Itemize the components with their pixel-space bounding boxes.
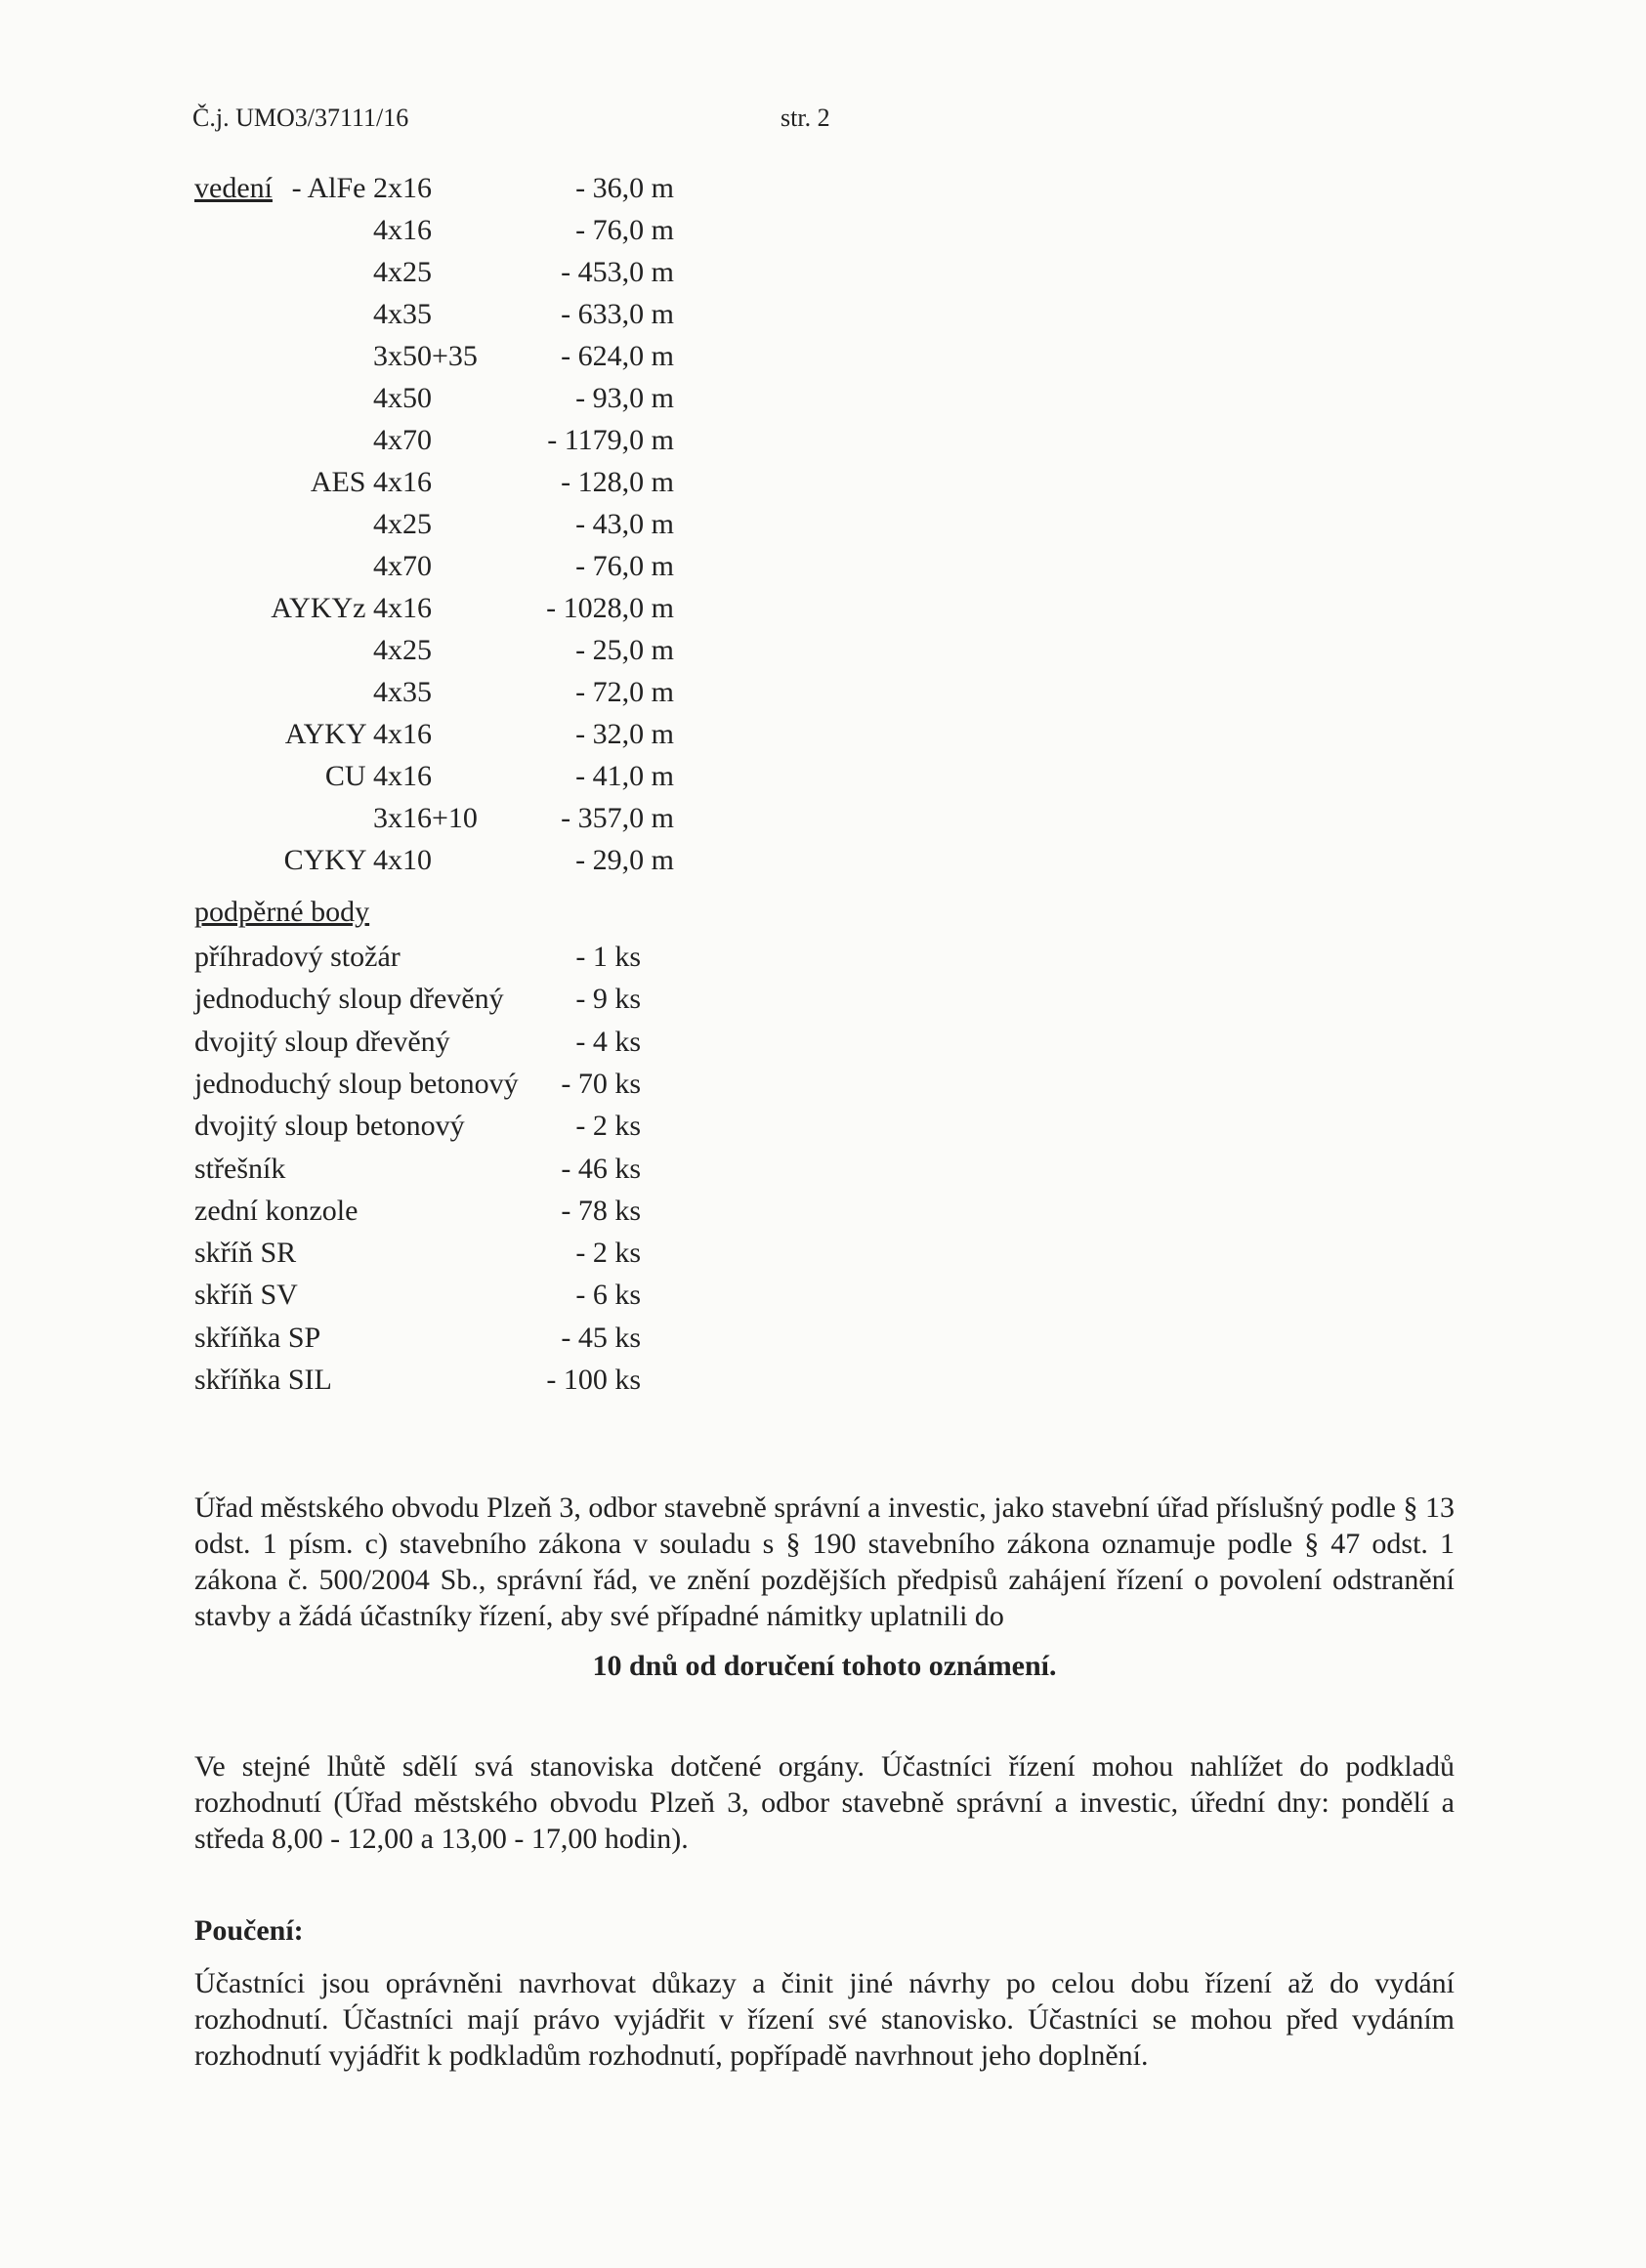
podperne-label: podpěrné body (194, 896, 370, 928)
support-quantity: - 2 ks (575, 1237, 641, 1270)
support-name: jednoduchý sloup dřevěný (194, 983, 504, 1016)
cable-length: - 41,0 m (575, 760, 674, 792)
cable-type: 4x50 (373, 382, 432, 414)
support-quantity: - 9 ks (575, 983, 641, 1016)
instruction-paragraph: Účastníci jsou oprávněni navrhovat důkazy a činit jiné návrhy po celou dobu řízení až do vydání rozhodnutí. Účastníci mají právo vyjádřit v řízení své stanovisko. Účastníci se mohou před vydáním rozhodnutí vyjádřit k podkladům rozhodnutí, popřípadě navrhnout jeho doplnění. (194, 1967, 1455, 2072)
reference-number: Č.j. UMO3/37111/16 (192, 104, 409, 132)
support-name: příhradový stožár (194, 941, 401, 973)
cable-length: - 1028,0 m (546, 592, 674, 624)
cable-type: CU 4x16 (324, 760, 432, 792)
cable-length: - 43,0 m (575, 508, 674, 540)
cable-type: 4x25 (373, 634, 432, 666)
cable-type: 4x35 (373, 676, 432, 708)
cable-type: 4x16 (373, 214, 432, 246)
cable-type: 4x25 (373, 256, 432, 288)
cable-length: - 453,0 m (561, 256, 674, 288)
cable-type: 4x25 (373, 508, 432, 540)
cable-length: - 633,0 m (561, 298, 674, 330)
support-name: skříň SR (194, 1237, 297, 1270)
cable-type: - AlFe 2x16 (291, 172, 432, 204)
support-name: střešník (194, 1152, 286, 1185)
support-quantity: - 78 ks (561, 1194, 641, 1227)
cable-length: - 76,0 m (575, 550, 674, 582)
cable-length: - 76,0 m (575, 214, 674, 246)
cable-type: 4x35 (373, 298, 432, 330)
cable-length: - 36,0 m (575, 172, 674, 204)
cable-type: 3x16+10 (373, 802, 478, 834)
cable-length: - 93,0 m (575, 382, 674, 414)
support-quantity: - 1 ks (575, 941, 641, 973)
deadline-text: 10 dnů od doručení tohoto oznámení. (592, 1650, 1057, 1682)
cable-type: CYKY 4x10 (283, 844, 432, 876)
cable-length: - 357,0 m (561, 802, 674, 834)
support-name: dvojitý sloup dřevěný (194, 1025, 450, 1058)
cable-type: AYKYz 4x16 (271, 592, 432, 624)
cable-length: - 29,0 m (575, 844, 674, 876)
cable-type: AES 4x16 (310, 466, 432, 498)
cable-type: 4x70 (373, 424, 432, 456)
support-quantity: - 2 ks (575, 1110, 641, 1143)
support-quantity: - 100 ks (546, 1364, 641, 1396)
support-quantity: - 4 ks (575, 1025, 641, 1058)
cable-length: - 128,0 m (561, 466, 674, 498)
support-name: skříňka SIL (194, 1364, 332, 1396)
cable-type: 4x70 (373, 550, 432, 582)
cable-length: - 25,0 m (575, 634, 674, 666)
cable-length: - 624,0 m (561, 340, 674, 372)
support-name: zední konzole (194, 1194, 359, 1227)
instruction-heading: Poučení: (194, 1914, 304, 1947)
vedeni-label: vedení (194, 172, 273, 204)
cable-length: - 32,0 m (575, 718, 674, 750)
cable-length: - 72,0 m (575, 676, 674, 708)
support-name: skříň SV (194, 1279, 298, 1312)
support-name: skříňka SP (194, 1321, 321, 1354)
support-quantity: - 70 ks (561, 1067, 641, 1100)
support-quantity: - 46 ks (561, 1152, 641, 1185)
support-quantity: - 45 ks (561, 1321, 641, 1354)
cable-type: 3x50+35 (373, 340, 478, 372)
support-name: jednoduchý sloup betonový (194, 1067, 519, 1100)
support-name: dvojitý sloup betonový (194, 1110, 465, 1143)
stanoviska-paragraph: Ve stejné lhůtě sdělí svá stanoviska dotčené orgány. Účastníci řízení mohou nahlížet do podkladů rozhodnutí (Úřad městského obvodu Plzeň 3, odbor stavebně správní a investic, úřední dny: pondělí a středa 8,00 - 12,00 a 13,00 - 17,00 hodin). (194, 1750, 1455, 1855)
notice-paragraph: Úřad městského obvodu Plzeň 3, odbor stavebně správní a investic, jako stavební úřad příslušný podle § 13 odst. 1 písm. c) stavebního zákona v souladu s § 190 stavebního zákona oznamuje podle § 47 odst. 1 zákona č. 500/2004 Sb., správní řád, ve znění pozdějších předpisů zahájení řízení o povolení odstranění stavby a žádá účastníky řízení, aby své případné námitky uplatnili do (194, 1491, 1455, 1632)
page-number: str. 2 (781, 104, 830, 132)
support-quantity: - 6 ks (575, 1279, 641, 1312)
cable-type: AYKY 4x16 (284, 718, 432, 750)
cable-length: - 1179,0 m (547, 424, 674, 456)
